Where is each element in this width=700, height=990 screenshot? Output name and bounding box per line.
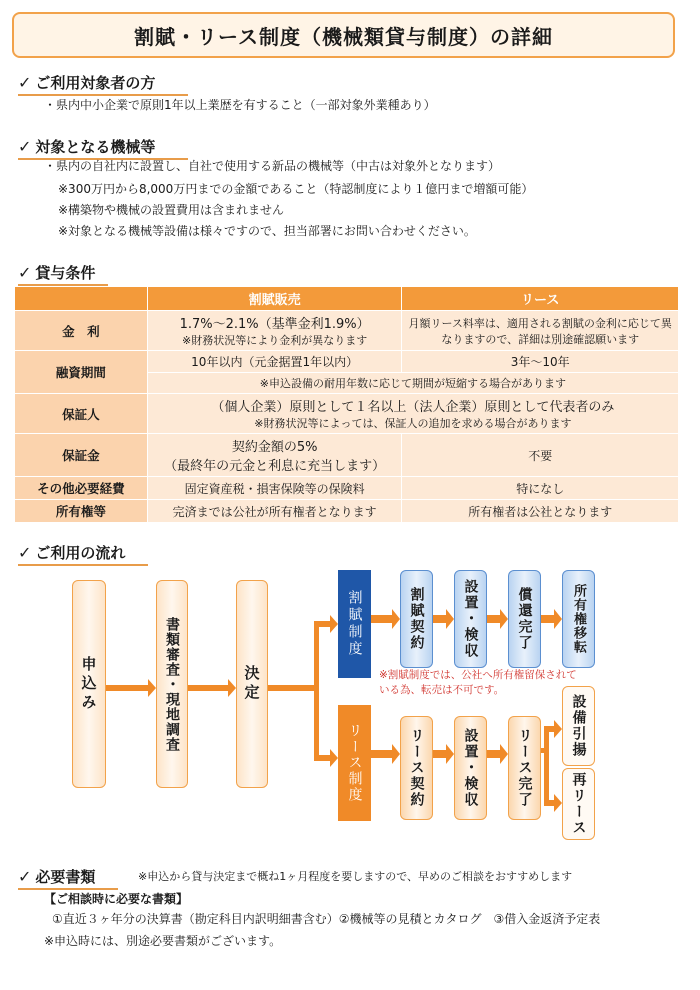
table-cell: 完済までは公社が所有権者となります [147, 500, 402, 523]
row-label: 融資期間 [15, 351, 148, 394]
checkmark-icon: ✓ [18, 73, 32, 92]
lease-end-withdraw: 設備引揚 [562, 686, 595, 766]
lease-step: リース契約 [400, 716, 433, 820]
documents-subheading: 【ご相談時に必要な書類】 [44, 892, 189, 906]
section-eligible-title: ご利用対象者の方 [35, 74, 156, 92]
section-machinery-title: 対象となる機械等 [35, 138, 156, 156]
cell-main: （個人企業）原則として１名以上（法人企業）原則として代表者のみ [211, 400, 615, 415]
flow-step-apply: 申込み [72, 580, 106, 788]
machinery-note: ※構築物や機械の設置費用は含まれません [58, 203, 285, 217]
documents-items: ①直近３ヶ年分の決算書（勘定科目内訳明細書含む）②機械等の見積とカタログ ③借入金返済予定表 [52, 912, 601, 926]
machinery-note: ※300万円から8,000万円までの金額であること（特認制度により１億円まで増額可能） [58, 182, 534, 196]
kappu-note: ※割賦制度では、公社へ所有権留保されている為、転売は不可です。 [379, 669, 577, 696]
cell-sub: （最終年の元金と利息に充当します） [164, 459, 386, 474]
row-label: 保証金 [15, 434, 148, 477]
documents-footer: ※申込時には、別途必要書類がございます。 [44, 934, 282, 948]
documents-note: ※申込から貸与決定まで概ね1ヶ月程度を要しますので、早めのご相談をおすすめします [138, 870, 573, 883]
lease-step: リース完了 [508, 716, 541, 820]
row-label: 金 利 [15, 311, 148, 351]
row-label: 保証人 [15, 394, 148, 434]
checkmark-icon: ✓ [18, 137, 32, 156]
machinery-line: ・県内の自社内に設置し、自社で使用する新品の機械等（中古は対象外となります） [44, 159, 501, 173]
lease-end-relaunch: 再リース [562, 768, 595, 840]
table-cell: 3年～10年 [402, 351, 679, 373]
section-flow-title: ご利用の流れ [35, 544, 126, 562]
kappu-step: 所有権移転 [562, 570, 595, 668]
checkmark-icon: ✓ [18, 263, 32, 282]
table-cell: 10年以内（元金据置1年以内） [147, 351, 402, 373]
checkmark-icon: ✓ [18, 543, 32, 562]
lease-step: 設置・検収 [454, 716, 487, 820]
section-conditions-title: 貸与条件 [35, 264, 96, 282]
cell-main: 契約金額の5% [231, 440, 318, 455]
table-header-kappu: 割賦販売 [147, 287, 402, 311]
table-cell: ※申込設備の耐用年数に応じて期間が短縮する場合があります [147, 373, 678, 394]
machinery-note: ※対象となる機械等設備は様々ですので、担当部署にお問い合わせください。 [58, 224, 476, 238]
checkmark-icon: ✓ [18, 867, 32, 886]
row-label: その他必要経費 [15, 477, 148, 500]
cell-note: ※財務状況等によっては、保証人の追加を求める場合があります [254, 417, 572, 430]
lease-system-tag: リース制度 [338, 705, 371, 821]
cell-note: ※財務状況等により金利が異なります [182, 334, 368, 347]
kappu-step: 設置・検収 [454, 570, 487, 668]
table-header-lease: リース [402, 287, 679, 311]
flow-step-decision: 決定 [236, 580, 268, 788]
section-documents-title: 必要書類 [35, 868, 96, 886]
cell-main: 1.7%～2.1%（基準金利1.9%） [179, 317, 370, 332]
table-cell: 月額リース料率は、適用される割賦の金利に応じて異なりますので、詳細は別途確認願います [402, 311, 679, 351]
table-cell: 固定資産税・損害保険等の保険料 [147, 477, 402, 500]
kappu-step: 償還完了 [508, 570, 541, 668]
eligible-line: ・県内中小企業で原則1年以上業歴を有すること（一部対象外業種あり） [44, 98, 436, 112]
row-label: 所有権等 [15, 500, 148, 523]
kappu-system-tag: 割賦制度 [338, 570, 371, 678]
kappu-step: 割賦契約 [400, 570, 433, 668]
table-cell: 不要 [402, 434, 679, 477]
flow-step-review: 書類審査・現地調査 [156, 580, 188, 788]
page-title: 割賦・リース制度（機械類貸与制度）の詳細 [12, 12, 675, 58]
table-cell: 特になし [402, 477, 679, 500]
table-cell: 所有権者は公社となります [402, 500, 679, 523]
section-documents-heading [18, 866, 95, 887]
